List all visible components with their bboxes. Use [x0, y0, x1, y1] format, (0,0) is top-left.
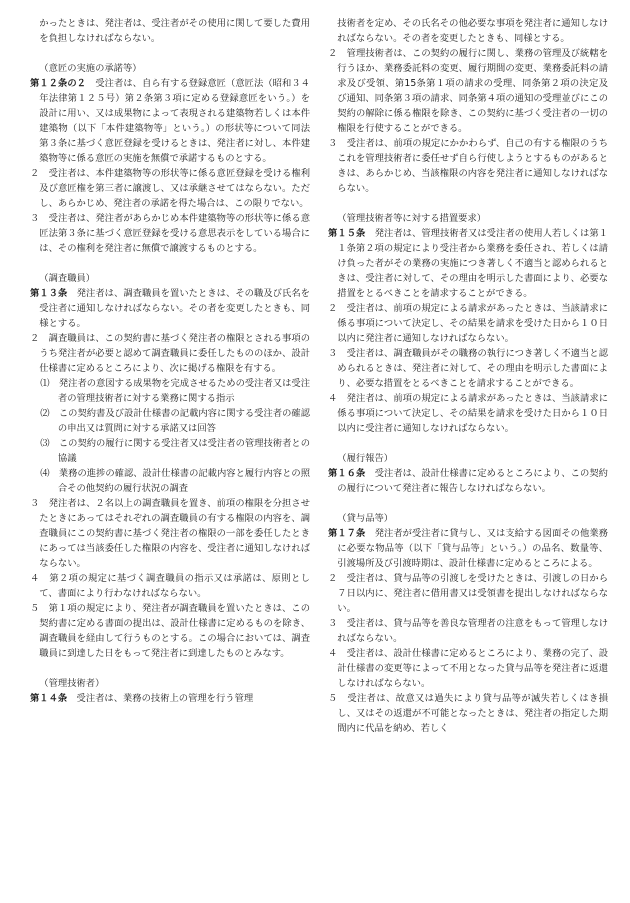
article-text: 受注者は、自ら有する登録意匠（意匠法（昭和３４年法律第１２５号）第２条第３項に定める登録意匠をいう。）を設計に用い、又は成果物によって表現される建築物若しくは本件建築物（以下「本件建築物等」という。）の形状等について同法第３条に基づく意匠登録を受けるときは、発注者に対し、本件建築物等に係る意匠の実施を無償で承諾するものとする。 [39, 78, 310, 164]
paragraph: ４ 発注者は、前項の規定による請求があったときは、当該請求に係る事項について決定し、その結果を請求を受けた日から１０日以内に受注者に通知しなければならない。 [328, 393, 608, 434]
right-column [328, 16, 608, 736]
article-heading: （調査職員） [39, 273, 96, 284]
left-column [30, 16, 310, 706]
list-item: ⑷ 業務の進捗の確認、設計仕様書の記載内容と履行内容との照合その他契約の履行状況の調査 [40, 468, 310, 494]
paragraph: ２ 管理技術者は、この契約の履行に関し、業務の管理及び統轄を行うほか、業務委託料の変更、履行期間の変更、業務委託料の請求及び受領、第15条第１項の請求の受理、同条第２項の決定及び通知、同条第３項の請求、同条第４項の通知の受理並びにこの契約の解除に係る権限を除き、この契約に基づく受注者の一切の権限を行使することができる。 [328, 48, 608, 134]
article-13 [30, 286, 310, 331]
article-17 [328, 526, 608, 571]
paragraph: ２ 調査職員は、この契約書に基づく発注者の権限とされる事項のうち発注者が必要と認めて調査職員に委任したもののほか、設計仕様書に定めるところにより、次に掲げる権限を有する。 [30, 333, 310, 374]
paragraph: ２ 受注者は、本件建築物等の形状等に係る意匠登録を受ける権利及び意匠権を第三者に譲渡し、又は承継させてはならない。ただし、あらかじめ、発注者の承諾を得た場合は、この限りでない。 [30, 168, 310, 209]
paragraph: ５ 第１項の規定により、発注者が調査職員を置いたときは、この契約書に定める書面の提出は、設計仕様書に定めるものを除き、調査職員を経由して行うものとする。この場合においては、調査職員に到達した日をもって発注者に到達したものとみなす。 [30, 603, 310, 659]
article-number: 第１６条 [328, 468, 366, 479]
paragraph: ４ 受注者は、設計仕様書に定めるところにより、業務の完了、設計仕様書の変更等によって不用となった貸与品等を発注者に返還しなければならない。 [328, 648, 608, 689]
article-number: 第１５条 [328, 228, 366, 239]
article-heading: （履行報告） [337, 453, 394, 464]
article-16 [328, 466, 608, 496]
paragraph: ３ 発注者は、２名以上の調査職員を置き、前項の権限を分担させたときにあってはそれぞれの調査職員の有する権限の内容を、調査職員にこの契約書に基づく発注者の権限の一部を委任したときにあっては当該委任した権限の内容を、受注者に通知しなければならない。 [30, 498, 310, 569]
list-item: ⑵ この契約書及び設計仕様書の記載内容に関する受注者の確認の申出又は質問に対する承諾又は回答 [40, 408, 310, 434]
paragraph: ２ 受注者は、前項の規定による請求があったときは、当該請求に係る事項について決定し、その結果を請求を受けた日から１０日以内に発注者に通知しなければならない。 [328, 303, 608, 344]
list-item: ⑴ 発注者の意図する成果物を完成させるための受注者又は受注者の管理技術者に対する業務に関する指示 [40, 378, 310, 404]
continuation-text: 技術者を定め、その氏名その他必要な事項を発注者に通知しなければならない。その者を変更したときも、同様とする。 [337, 18, 608, 44]
article-number: 第１４条 [30, 693, 68, 704]
article-text: 受注者は、業務の技術上の管理を行う管理 [76, 693, 254, 704]
article-heading: （貸与品等） [337, 513, 394, 524]
article-14 [30, 691, 310, 706]
article-heading: （管理技術者） [39, 678, 105, 689]
paragraph: ３ 受注者は、発注者があらかじめ本件建築物等の形状等に係る意匠法第３条に基づく意匠登録を受ける意思表示をしている場合には、その権利を発注者に無償で譲渡するものとする。 [30, 213, 310, 254]
article-number: 第１７条 [328, 528, 366, 539]
article-heading: （意匠の実施の承諾等） [39, 63, 142, 74]
list-item: ⑶ この契約の履行に関する受注者又は受注者の管理技術者との協議 [40, 438, 310, 464]
article-heading: （管理技術者等に対する措置要求） [337, 213, 487, 224]
article-number: 第１２条の２ [30, 78, 86, 89]
continuation-text: かったときは、発注者は、受注者がその使用に関して要した費用を負担しなければならない。 [39, 18, 310, 44]
article-text: 受注者は、設計仕様書に定めるところにより、この契約の履行について発注者に報告しなければならない。 [337, 468, 608, 494]
article-number: 第１３条 [30, 288, 68, 299]
article-15 [328, 226, 608, 301]
paragraph: ５ 受注者は、故意又は過失により貸与品等が滅失若しくはき損し、又はその返還が不可能となったときは、発注者の指定した期間内に代品を納め、若しく [328, 693, 608, 734]
paragraph: ３ 受注者は、調査職員がその職務の執行につき著しく不適当と認められるときは、発注者に対して、その理由を明示した書面により、必要な措置をとるべきことを請求することができる。 [328, 348, 608, 389]
paragraph: ３ 受注者は、前項の規定にかかわらず、自己の有する権限のうちこれを管理技術者に委任せず自ら行使しようとするものがあるときは、あらかじめ、当該権限の内容を発注者に通知しなければならない。 [328, 138, 608, 194]
paragraph: ２ 受注者は、貸与品等の引渡しを受けたときは、引渡しの日から７日以内に、発注者に借用書又は受領書を提出しなければならない。 [328, 573, 608, 614]
article-text: 発注者は、調査職員を置いたときは、その職及び氏名を受注者に通知しなければならない。その者を変更したときも、同様とする。 [39, 288, 310, 329]
article-text: 発注者は、管理技術者又は受注者の使用人若しくは第１１条第２項の規定により受注者から業務を委任され、若しくは請け負った者がその業務の実施につき著しく不適当と認められるときは、受注者に対して、その理由を明示した書面により、必要な措置をとるべきことを請求することができる。 [337, 228, 608, 299]
paragraph: ４ 第２項の規定に基づく調査職員の指示又は承諾は、原則として、書面により行わなければならない。 [30, 573, 310, 599]
paragraph: ３ 受注者は、貸与品等を善良な管理者の注意をもって管理しなければならない。 [328, 618, 608, 644]
article-12-2 [30, 76, 310, 166]
article-text: 発注者が受注者に貸与し、又は支給する図面その他業務に必要な物品等（以下「貸与品等」という。）の品名、数量等、引渡場所及び引渡時期は、設計仕様書に定めるところによる。 [337, 528, 608, 569]
